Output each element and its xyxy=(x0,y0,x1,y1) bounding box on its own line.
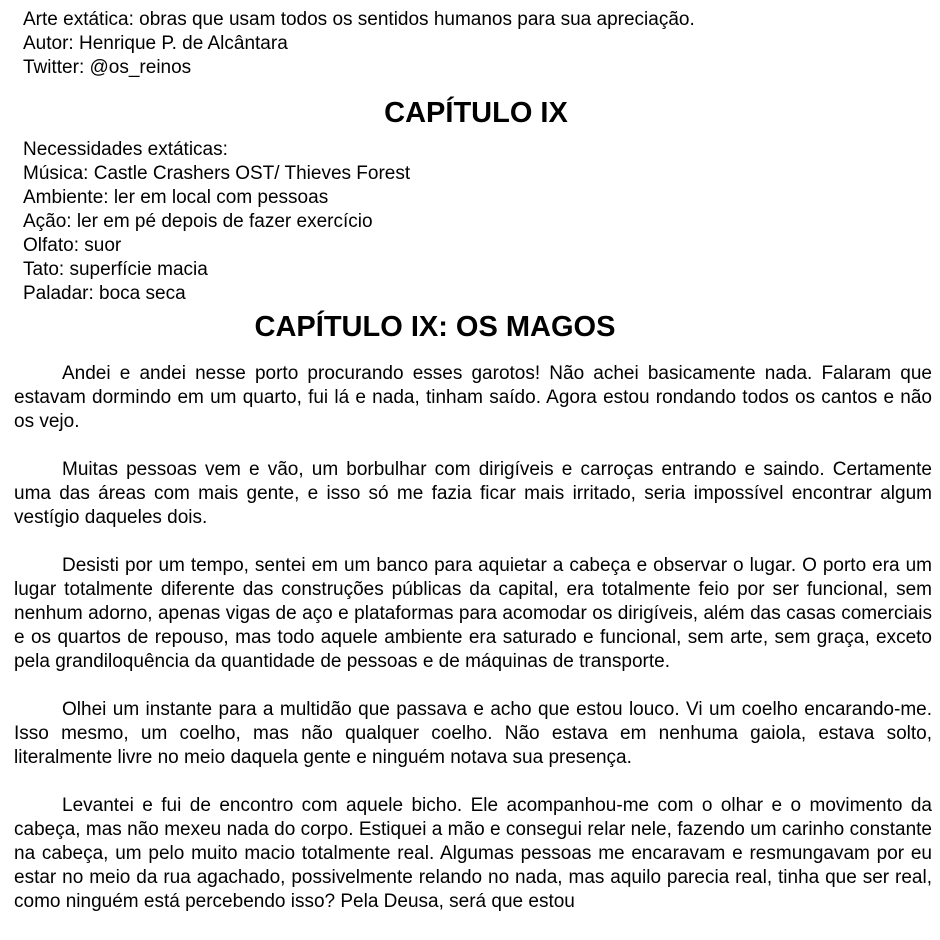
chapter-heading: CAPÍTULO IX xyxy=(384,97,568,129)
needs-item-taste: Paladar: boca seca xyxy=(23,283,186,304)
needs-item-touch: Tato: superfície macia xyxy=(23,259,208,280)
chapter-body xyxy=(14,362,932,938)
needs-item-action: Ação: ler em pé depois de fazer exercício xyxy=(23,211,373,232)
body-paragraph: Desisti por um tempo, sentei em um banco para aquietar a cabeça e observar o lugar. O porto era um lugar totalmente diferente das construções públicas da capital, era totalmente feio por ser funcional, sem nenhum adorno, apenas vigas de aço e plataformas para acomodar os dirigíveis, além das casas comerciais e os quartos de repouso, mas todo aquele ambiente era saturado e funcional, sem arte, sem graça, exceto pela grandiloquência da quantidade de pessoas e de máquinas de transporte. xyxy=(14,555,932,672)
needs-item-music: Música: Castle Crashers OST/ Thieves Forest xyxy=(23,163,411,184)
header-description: Arte extática: obras que usam todos os sentidos humanos para sua apreciação. xyxy=(23,9,695,30)
header-author: Autor: Henrique P. de Alcântara xyxy=(23,33,288,54)
needs-item-environment: Ambiente: ler em local com pessoas xyxy=(23,187,329,208)
header-twitter: Twitter: @os_reinos xyxy=(23,57,192,78)
needs-title: Necessidades extáticas: xyxy=(23,139,228,160)
document-header xyxy=(23,8,923,80)
ecstatic-needs-list xyxy=(23,138,923,306)
body-paragraph: Andei e andei nesse porto procurando esses garotos! Não achei basicamente nada. Falaram que estavam dormindo em um quarto, fui lá e nada, tinham saído. Agora estou rondando todos os cantos e não os vejo. xyxy=(14,363,932,432)
chapter-title: CAPÍTULO IX: OS MAGOS xyxy=(254,311,616,343)
body-paragraph: Levantei e fui de encontro com aquele bicho. Ele acompanhou-me com o olhar e o movimento da cabeça, mas não mexeu nada do corpo. Estiquei a mão e consegui relar nele, fazendo um carinho constante na cabeça, um pelo muito macio totalmente real. Algumas pessoas me encaravam e resmungavam por eu estar no meio da rua agachado, possivelmente relando no nada, mas aquilo parecia real, tinha que ser real, como ninguém está percebendo isso? Pela Deusa, será que estou xyxy=(14,795,932,912)
body-paragraph: Olhei um instante para a multidão que passava e acho que estou louco. Vi um coelho encarando-me. Isso mesmo, um coelho, mas não qualquer coelho. Não estava em nenhuma gaiola, estava solto, literalmente livre no meio daquela gente e ninguém notava sua presença. xyxy=(14,699,932,768)
body-paragraph: Muitas pessoas vem e vão, um borbulhar com dirigíveis e carroças entrando e saindo. Certamente uma das áreas com mais gente, e isso só me fazia ficar mais irritado, seria impossível encontrar algum vestígio daqueles dois. xyxy=(14,459,932,528)
needs-item-smell: Olfato: suor xyxy=(23,235,122,256)
